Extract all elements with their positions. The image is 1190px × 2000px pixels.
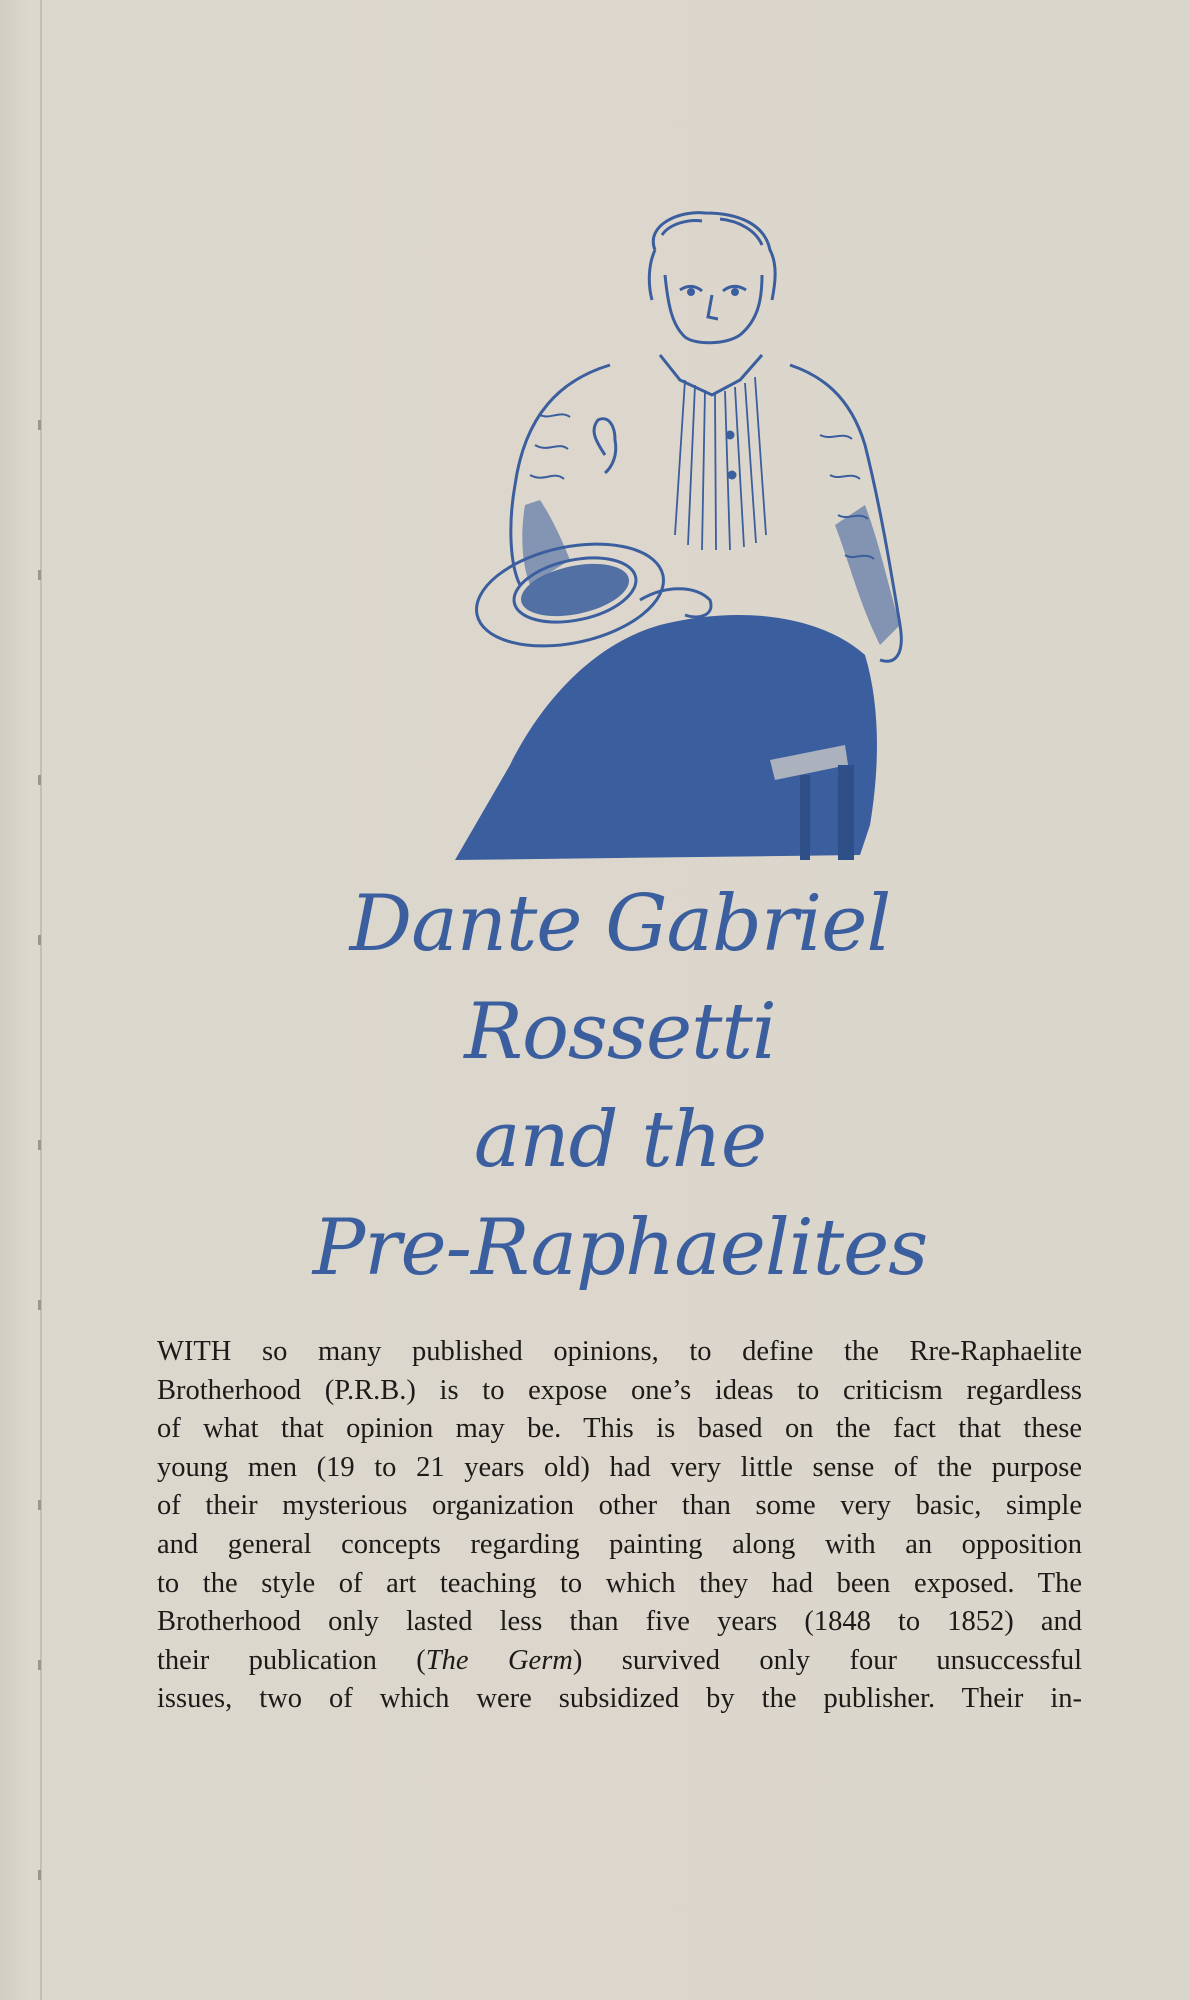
body-line-9-a: their publication (: [157, 1644, 426, 1676]
body-line-9-b: ) survived only four unsuccessful: [572, 1644, 1083, 1676]
body-line-5: of their mysterious organization other than some very basic, simple: [157, 1490, 1082, 1522]
margin-mark: [38, 1870, 41, 1880]
margin-mark: [38, 1500, 41, 1510]
margin-mark: [38, 935, 41, 945]
body-line-1: WITH so many published opinions, to define the Rre-Raphaelite: [157, 1336, 1082, 1367]
page-title: [240, 870, 1000, 1302]
title-line-3: Pre-Raphaelites: [312, 1203, 928, 1293]
margin-mark: [38, 1140, 41, 1150]
body-line-8: Brotherhood only lasted less than five years (1848 to 1852) and: [157, 1606, 1082, 1638]
binding-gutter: [40, 0, 42, 2000]
journal-title: The Germ: [425, 1644, 573, 1676]
title-line-1: Dante Gabriel Rossetti: [349, 879, 891, 1077]
margin-mark: [38, 775, 41, 785]
body-line-6: and general concepts regarding painting along with an opposition: [157, 1528, 1082, 1560]
body-paragraph: [157, 1333, 1082, 1719]
margin-mark: [38, 570, 41, 580]
margin-mark: [38, 1300, 41, 1310]
body-line-10: issues, two of which were subsidized by the publisher. Their in-: [157, 1683, 1082, 1715]
portrait-illustration: [440, 205, 960, 865]
body-line-7: to the style of art teaching to which they had been exposed. The: [157, 1567, 1082, 1599]
body-line-9: [157, 1642, 1082, 1681]
margin-mark: [38, 1660, 41, 1670]
title-line-2: and the: [473, 1095, 767, 1185]
body-line-2: Brotherhood (P.R.B.) is to expose one’s ideas to criticism regardless: [157, 1374, 1082, 1406]
body-line-3: of what that opinion may be. This is based on the fact that these: [157, 1413, 1082, 1445]
body-line-4: young men (19 to 21 years old) had very little sense of the purpose: [157, 1451, 1082, 1483]
margin-mark: [38, 420, 41, 430]
